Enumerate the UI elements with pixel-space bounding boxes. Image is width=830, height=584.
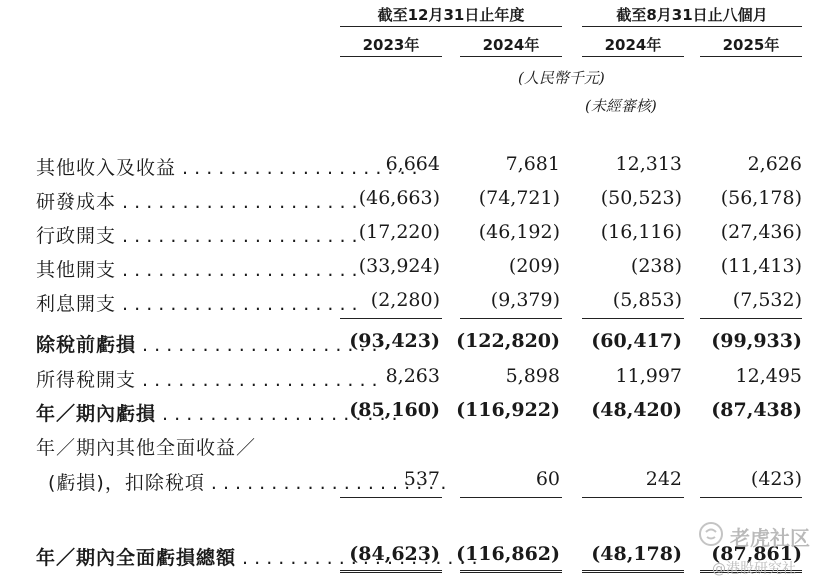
row-label-period-loss: 年／期內虧損 . . .	[36, 399, 398, 426]
value-cell: 242	[645, 468, 682, 490]
value-cell: (48,178)	[591, 543, 682, 565]
subtotal-rule-1	[340, 318, 442, 319]
total-double-rule-1	[340, 570, 442, 577]
column-header-2024: 2024年	[460, 36, 562, 57]
value-cell: 60	[535, 468, 560, 490]
total-double-rule-2	[460, 570, 562, 577]
value-cell: (48,420)	[591, 399, 682, 421]
value-cell: 2,626	[747, 153, 802, 175]
value-cell: (50,523)	[600, 187, 682, 209]
row-label-total-comprehensive-loss: 年／期內全面虧損總額 . . .	[36, 543, 478, 570]
value-cell: (87,861)	[711, 543, 802, 565]
value-cell: 11,997	[615, 365, 682, 387]
row-label-income-tax: 所得稅開支 . . .	[36, 365, 378, 392]
row-label-loss-before-tax: 除稅前虧損 . . .	[36, 330, 378, 357]
value-cell: (84,623)	[349, 543, 440, 565]
value-cell: (11,413)	[720, 255, 802, 277]
subtotal-rule-2	[460, 318, 562, 319]
value-cell: (85,160)	[349, 399, 440, 421]
row-label-oci-line1: 年／期內其他全面收益／	[36, 437, 257, 459]
row-label-oci-line2: (虧損)，扣除稅項 . . .	[48, 468, 446, 495]
value-cell: 12,313	[615, 153, 682, 175]
value-cell: (99,933)	[711, 330, 802, 352]
value-cell: (238)	[630, 255, 682, 277]
oci-rule-4	[700, 497, 802, 498]
value-cell: (56,178)	[720, 187, 802, 209]
value-cell: (33,924)	[358, 255, 440, 277]
watermark-handle: @港股研究社	[712, 561, 796, 577]
total-double-rule-3	[582, 570, 684, 577]
value-cell: (16,116)	[600, 221, 682, 243]
value-cell: (209)	[508, 255, 560, 277]
value-cell: 8,263	[385, 365, 440, 387]
value-cell: (9,379)	[490, 289, 560, 311]
oci-rule-3	[582, 497, 684, 498]
value-cell: (46,663)	[358, 187, 440, 209]
subtotal-rule-3	[582, 318, 684, 319]
value-cell: (87,438)	[711, 399, 802, 421]
group-header-year: 截至12月31日止年度	[340, 6, 562, 27]
column-header-2025: 2025年	[700, 36, 802, 57]
value-cell: (60,417)	[591, 330, 682, 352]
value-cell: 6,664	[385, 153, 440, 175]
value-cell: (5,853)	[612, 289, 682, 311]
value-cell: (27,436)	[720, 221, 802, 243]
unaudited-note: (未經審核)	[585, 97, 657, 115]
value-cell: (74,721)	[478, 187, 560, 209]
value-cell: (116,862)	[456, 543, 560, 565]
subtotal-rule-4	[700, 318, 802, 319]
watermark-brand: 老虎社区	[730, 526, 810, 550]
group-header-period: 截至8月31日止八個月	[582, 6, 802, 27]
oci-rule-1	[340, 497, 442, 498]
row-label-interest-expenses: 利息開支 . . .	[36, 289, 358, 316]
row-label-rd-cost: 研發成本 . . .	[36, 187, 358, 214]
value-cell: 12,495	[735, 365, 802, 387]
value-cell: (2,280)	[370, 289, 440, 311]
row-label-other-income: 其他收入及收益 . . .	[36, 153, 418, 180]
row-label-admin-expenses: 行政開支 . . .	[36, 221, 358, 248]
column-header-2023: 2023年	[340, 36, 442, 57]
value-cell: (17,220)	[358, 221, 440, 243]
value-cell: (46,192)	[478, 221, 560, 243]
column-header-2024-period: 2024年	[582, 36, 684, 57]
value-cell: (116,922)	[456, 399, 560, 421]
row-label-other-expenses: 其他開支 . . .	[36, 255, 358, 282]
unit-note: (人民幣千元)	[518, 69, 605, 87]
value-cell: 537	[403, 468, 440, 490]
value-cell: 5,898	[505, 365, 560, 387]
oci-rule-2	[460, 497, 562, 498]
value-cell: (93,423)	[349, 330, 440, 352]
value-cell: (423)	[750, 468, 802, 490]
tiger-logo-icon	[698, 521, 724, 547]
value-cell: 7,681	[505, 153, 560, 175]
value-cell: (7,532)	[732, 289, 802, 311]
value-cell: (122,820)	[456, 330, 560, 352]
